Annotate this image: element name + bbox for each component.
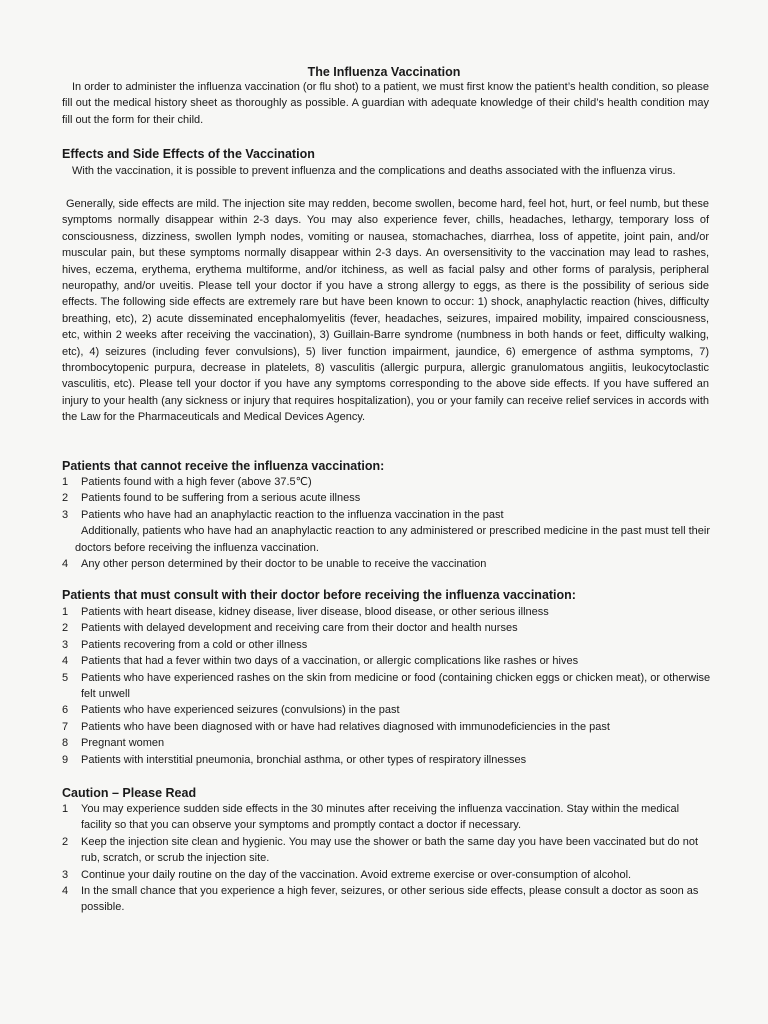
intro-paragraph: In order to administer the influenza vaccination (or flu shot) to a patient, we must first know the patient’s health condition, so please fill out the medical history sheet as thoroughly as possible. A guardian with adequate knowledge of their child’s health condition may fill out the form for their child. (62, 81, 709, 126)
item-number: 4 (62, 558, 69, 571)
item-text: Patients that had a fever within two days of a vaccination, or allergic complications like rashes or hives (81, 655, 579, 668)
consult-list (62, 604, 712, 768)
list-item (62, 834, 712, 867)
item-number: 1 (62, 606, 69, 618)
item-number: 3 (62, 508, 69, 521)
item-number: 8 (62, 737, 69, 750)
caution-heading: Caution – Please Read (62, 786, 197, 800)
item-number: 2 (62, 492, 69, 505)
item-text: Keep the injection site clean and hygienic. You may use the shower or bath the same day you have been vaccinated but do not rub, scratch, or scrub the injection site. (81, 835, 699, 865)
item-text: You may experience sudden side effects in the 30 minutes after receiving the influenza vaccination. Stay within the medical facility so that you can observe your symptoms and promptly contact a doctor if necessary. (81, 803, 680, 832)
item-text: Pregnant women (81, 737, 165, 750)
item-number: 3 (62, 638, 69, 651)
item-number: 9 (62, 753, 69, 766)
list-item (62, 719, 712, 735)
list-item (62, 637, 712, 653)
effects-paragraph-1: With the vaccination, it is possible to prevent influenza and the complications and deaths associated with the influenza virus. (72, 165, 676, 177)
item-text: Patients who have experienced seizures (convulsions) in the past (81, 704, 400, 717)
list-item (62, 474, 712, 490)
item-number: 3 (62, 868, 69, 881)
item-number: 7 (62, 720, 69, 733)
item-number: 4 (62, 885, 69, 898)
item-number: 2 (62, 835, 69, 848)
cannot-heading: Patients that cannot receive the influenza vaccination: (62, 459, 385, 473)
list-item (62, 490, 712, 506)
item-number: 5 (62, 671, 69, 684)
list-item (62, 620, 712, 636)
item-number: 6 (62, 704, 69, 717)
item-text: Any other person determined by their doctor to be unable to receive the vaccination (81, 558, 487, 571)
item-number: 4 (62, 655, 69, 668)
list-item (62, 801, 712, 834)
list-item (62, 507, 712, 523)
item-text: Patients with heart disease, kidney disease, liver disease, blood disease, or other serious illness (81, 606, 549, 618)
item-text: Patients recovering from a cold or other illness (81, 638, 308, 651)
document-title: The Influenza Vaccination (307, 65, 461, 79)
item-text: Patients found with a high fever (above 37.5℃) (81, 476, 312, 488)
item-text: Patients found to be suffering from a serious acute illness (81, 492, 361, 505)
effects-heading: Effects and Side Effects of the Vaccination (62, 147, 315, 161)
list-item (62, 702, 712, 718)
item-text: Patients with delayed development and receiving care from their doctor and health nurses (81, 622, 518, 635)
list-item (62, 867, 712, 883)
consult-heading: Patients that must consult with their doctor before receiving the influenza vaccination: (62, 588, 576, 602)
item-text: Patients who have experienced rashes on the skin from medicine or food (containing chicken eggs or chicken meat), or otherwise felt unwell (81, 671, 711, 701)
cannot-list (62, 474, 712, 572)
list-item (62, 670, 712, 703)
list-item (62, 604, 712, 620)
item-text: Continue your daily routine on the day of the vaccination. Avoid extreme exercise or over-consumption of alcohol. (81, 868, 632, 881)
list-item (62, 653, 712, 669)
item-number: 1 (62, 803, 69, 815)
item-text: In the small chance that you experience a high fever, seizures, or other serious side effects, please consult a doctor as soon as possible. (81, 885, 699, 914)
item-number: 2 (62, 622, 69, 635)
item-text: Patients who have been diagnosed with or have had relatives diagnosed with immunodeficiencies in the past (81, 720, 610, 733)
list-item (62, 556, 712, 572)
item-text: Patients with interstitial pneumonia, bronchial asthma, or other types of respiratory illnesses (81, 753, 527, 766)
item-number: 1 (62, 476, 69, 488)
list-item (62, 752, 712, 768)
cannot-note: Additionally, patients who have had an anaphylactic reaction to any administered or prescribed medicine in the past must tell their doctors before receiving the influenza vaccination. (75, 525, 710, 554)
item-text: Patients who have had an anaphylactic reaction to the influenza vaccination in the past (81, 508, 504, 521)
list-item (62, 883, 712, 916)
list-item (62, 735, 712, 751)
caution-list (62, 801, 712, 916)
effects-paragraph-2: Generally, side effects are mild. The injection site may redden, become swollen, become hard, feel hot, hurt, or feel numb, but these symptoms normally disappear within 2-3 days. You may also experience fever, chills, headaches, lethargy, temporary loss of consciousness, dizziness, swollen lymph nodes, vomiting or nausea, stomachaches, diarrhea, loss of appetite, joint pain, and/or muscular pain, but these symptoms normally disappear within 2-3 days. An oversensitivity to the vaccination may lead to rashes, hives, eczema, erythema, erythema multiforme, and/or itchiness, as well as facial palsy and other forms of paralysis, peripheral neuropathy, and/or uveitis. Please tell your doctor if you have a strong allergy to eggs, as there is the possibility of serious side effects. The following side effects are extremely rare but have been known to occur: 1) shock, anaphylactic reaction (hives, difficulty breathing, etc), 2) acute disseminated encephalomyelitis (fever, headaches, seizures, impaired mobility, impaired consciousness, etc, within 2 weeks after receiving the vaccination), 3) Guillain-Barre syndrome (numbness in both hands or feet, difficulty walking, etc), 4) seizures (including fever convulsions), 5) liver function impairment, jaundice, 6) emergence of asthma symptoms, 7) thrombocytopenic purpura, decrease in platelets, 8) vasculitis (allergic purpura, allergic granulomatous angiitis, leukocytoclastic vasculitis, etc). Please tell your doctor if you have any symptoms corresponding to the above side effects. If you have suffered an injury to your health (any sickness or injury that requires hospitalization), you or your family can receive relief services in accords with the Law for the Pharmaceuticals and Medical Devices Agency. (62, 198, 709, 424)
